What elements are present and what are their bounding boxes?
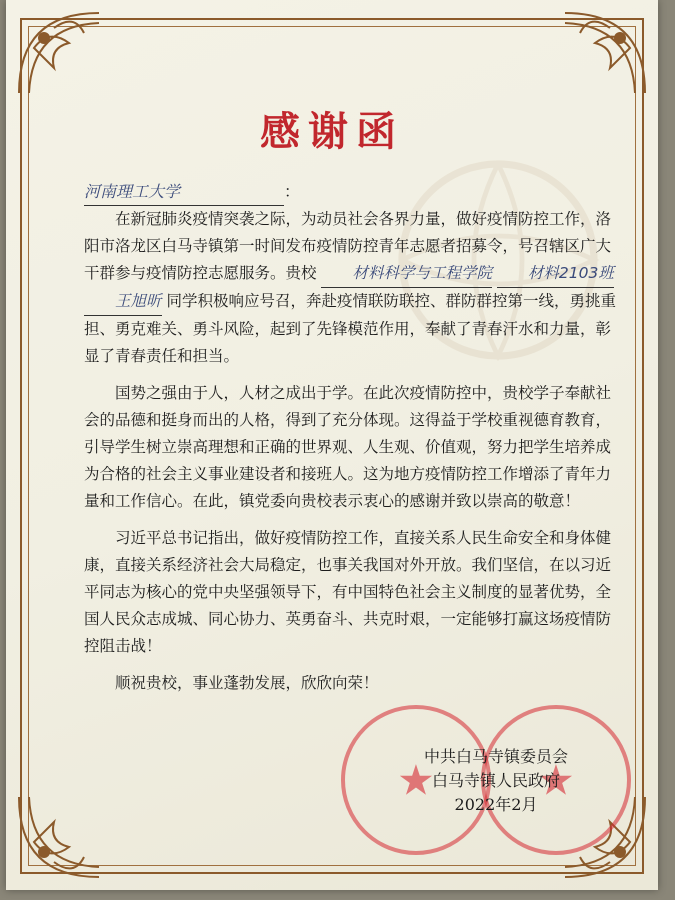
fill-college: 材料科学与工程学院 (321, 260, 492, 288)
paragraph-3: 习近平总书记指出，做好疫情防控工作，直接关系人民生命安全和身体健康，直接关系经济社会大局稳定，也事关我国对外开放。我们坚信，在以习近平同志为核心的党中央坚强领导下，有中国特色社会主义制度的显著优势，全国人民众志成城、同心协力、英勇奋斗、共克时艰，一定能够打赢这场疫情防控阻击战！ (84, 529, 612, 655)
paragraph-1-before: 在新冠肺炎疫情突袭之际，为动员社会各界力量，做好疫情防控工作，洛阳市洛龙区白马寺镇第一时间发布疫情防控青年志愿者招募令，号召辖区广大干群参与疫情防控志愿服务。贵校 (84, 210, 612, 282)
letter-paper (6, 0, 658, 890)
paragraph-4: 顺祝贵校，事业蓬勃发展，欣欣向荣！ (115, 674, 379, 692)
seal-star-icon: ★ (537, 755, 575, 805)
corner-ornament-icon (14, 8, 104, 98)
salutation-colon: ： (284, 182, 301, 201)
signature-government: 白马寺镇人民政府 (431, 771, 560, 790)
signature-date: 2022年2月 (454, 795, 538, 814)
letter-title: 感谢函 (260, 108, 404, 155)
paragraph-1 (84, 206, 624, 370)
signature-block (396, 745, 596, 817)
corner-ornament-icon (560, 8, 650, 98)
paragraph-2: 国势之强由于人，人材之成出于学。在此次疫情防控中，贵校学子奉献社会的品德和挺身而出的人格，得到了充分体现。这得益于学校重视德育教育，引导学生树立崇高理想和正确的世界观、人生观、价值观，努力把学生培养成为合格的社会主义事业建设者和接班人。这为地方疫情防控工作增添了青年力量和工作信心。在此，镇党委向贵校表示衷心的感谢并致以崇高的敬意！ (84, 384, 612, 510)
corner-ornament-icon (14, 792, 104, 882)
fill-class: 材料2103班 (497, 260, 614, 288)
salutation (84, 178, 624, 206)
signature-party-committee: 中共白马寺镇委员会 (423, 747, 568, 766)
seal-star-icon: ★ (397, 755, 435, 805)
recipient-handwritten: 河南理工大学 (84, 178, 284, 206)
fill-name: 王旭昕 (84, 288, 162, 316)
letter-body (84, 206, 624, 697)
paragraph-1-after: 同学积极响应号召，奔赴疫情联防联控、群防群控第一线，勇挑重担、勇克难关、勇斗风险，起到了先锋模范作用，奉献了青春汗水和力量，彰显了青春责任和担当。 (84, 292, 616, 365)
